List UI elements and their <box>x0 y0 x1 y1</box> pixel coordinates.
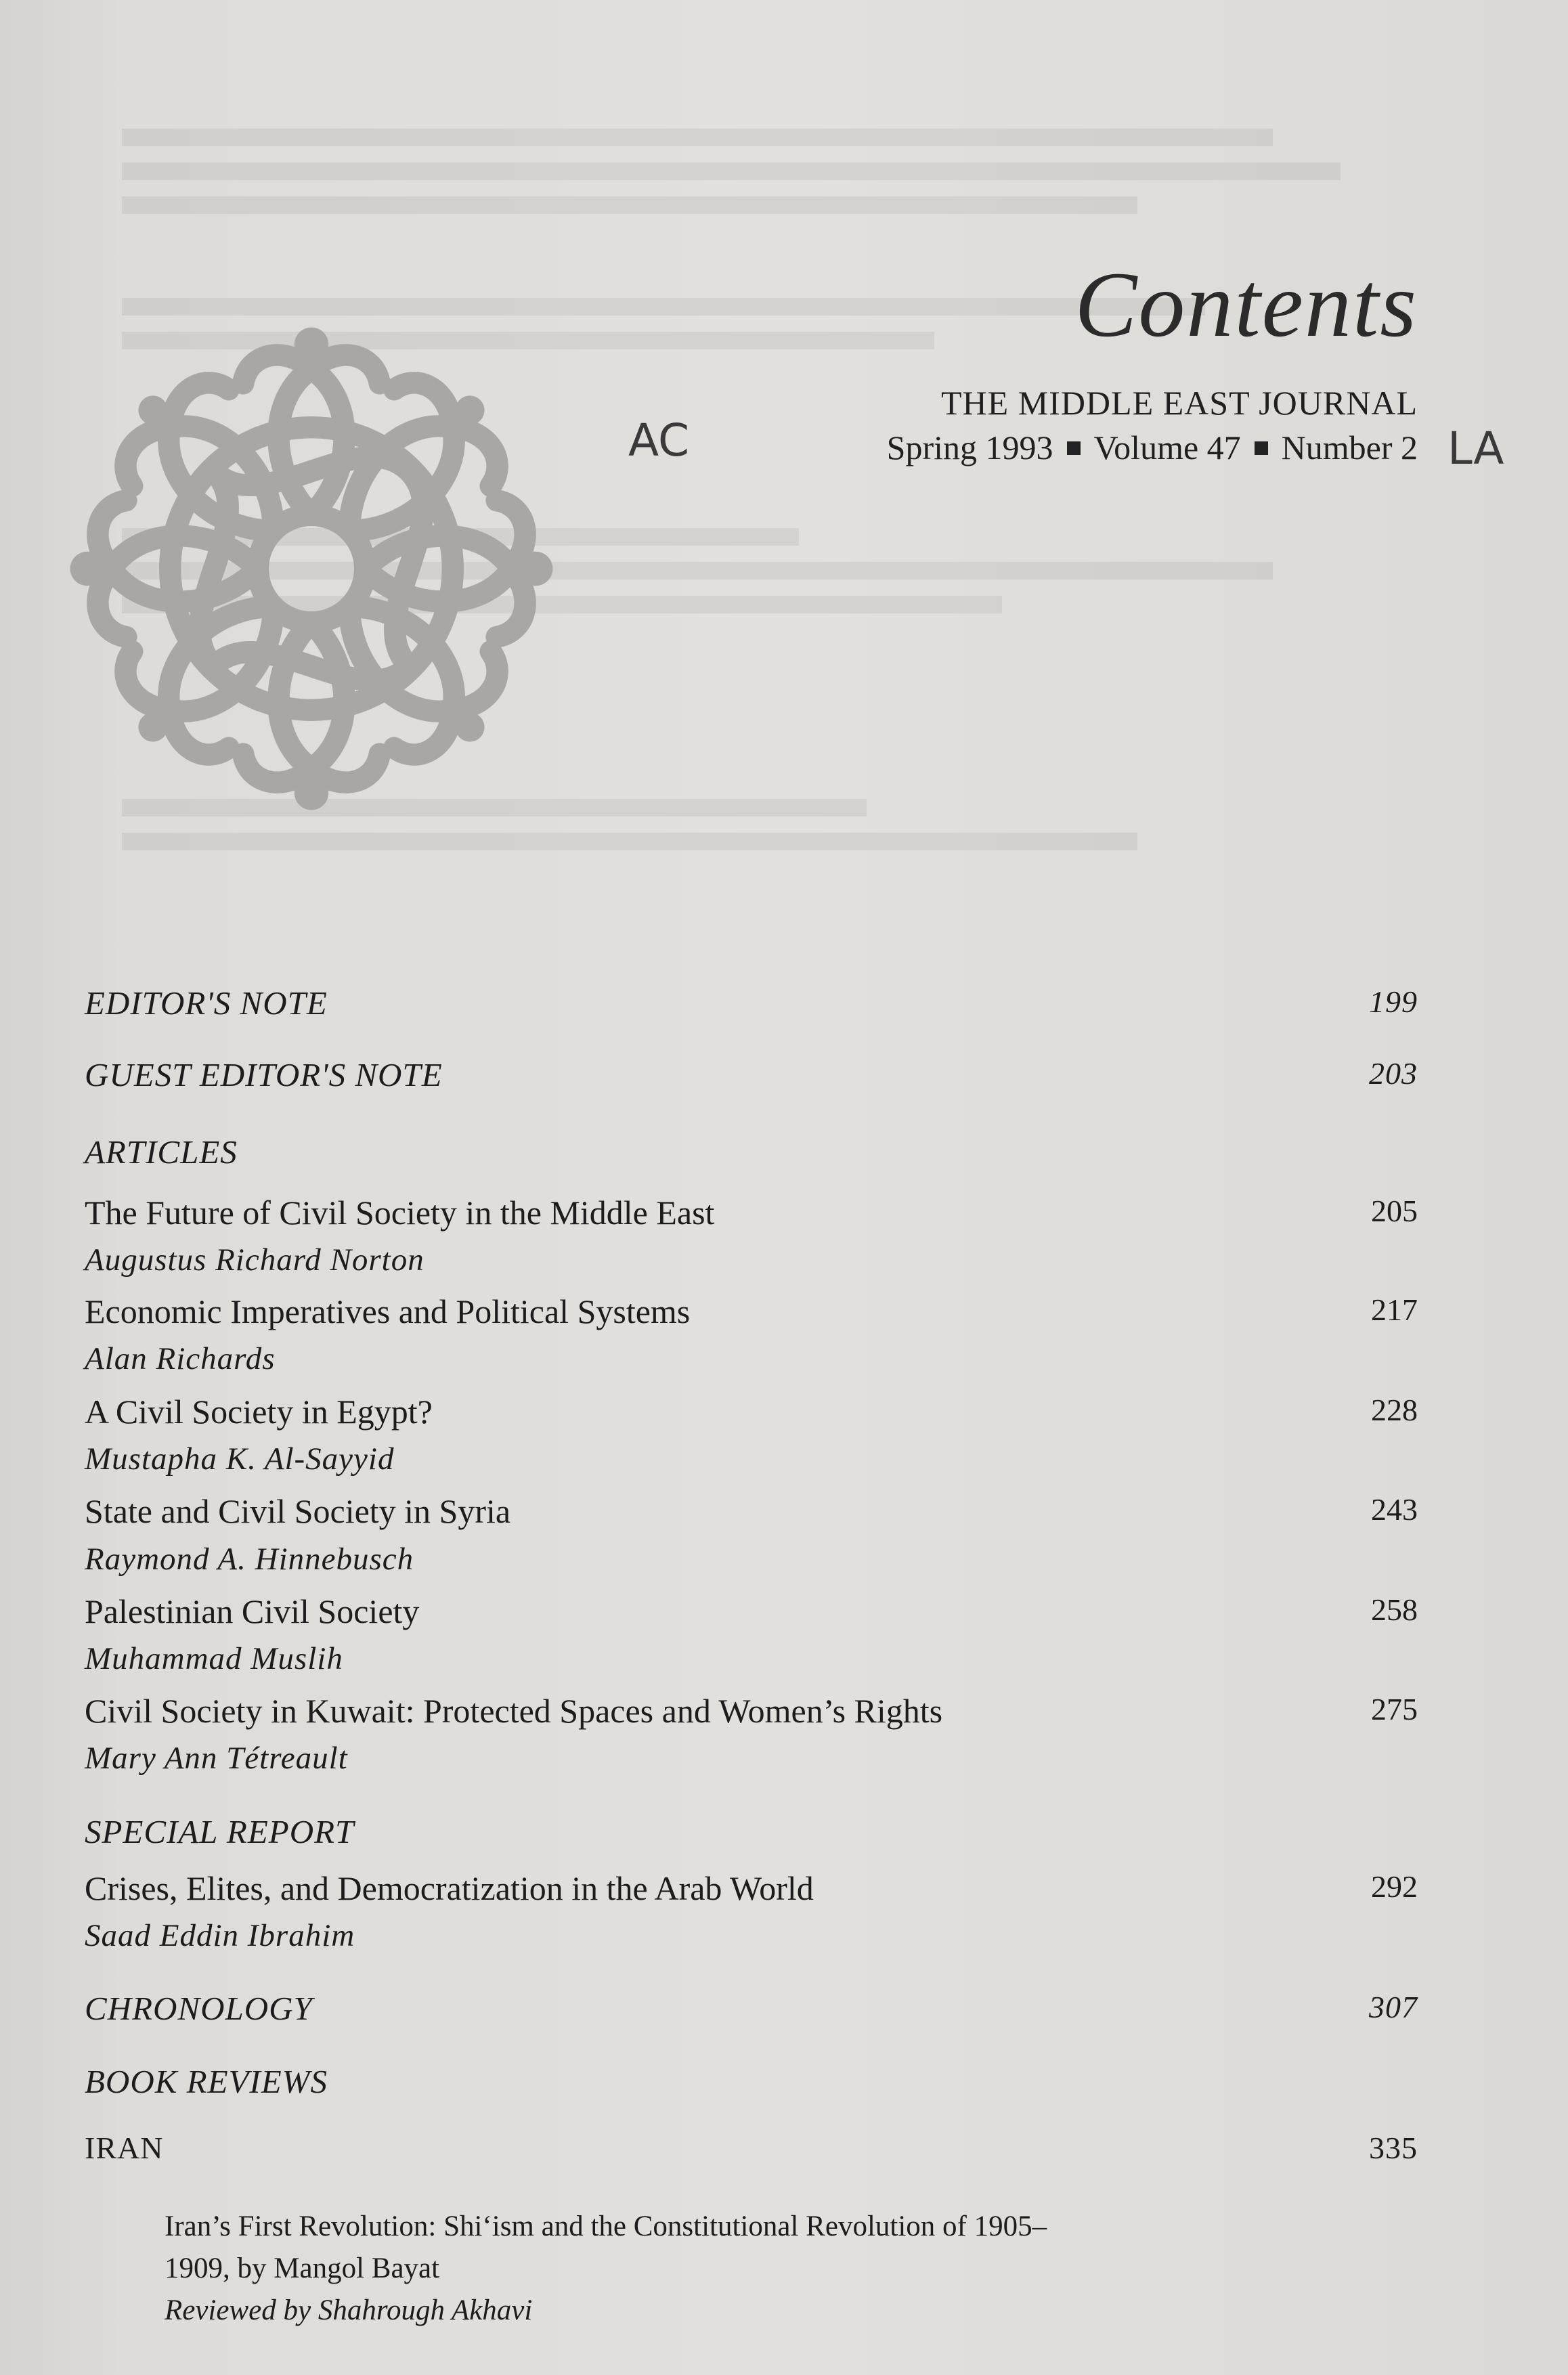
page-number: 203 <box>1369 1056 1418 1091</box>
article-author: Mary Ann Tétreault <box>85 1741 348 1776</box>
article-author: Alan Richards <box>85 1341 276 1376</box>
section-heading-articles: ARTICLES <box>85 1133 238 1171</box>
article-title: The Future of Civil Society in the Middle East <box>85 1194 715 1232</box>
page-number: 335 <box>1369 2131 1418 2165</box>
page-number: 205 <box>1371 1194 1418 1228</box>
issue-line <box>887 428 1418 467</box>
section-label: EDITOR'S NOTE <box>85 984 328 1022</box>
review-book-line-1: Iran’s First Revolution: Shi‘ism and the Constitutional Revolution of 1905– <box>165 2210 1047 2242</box>
arabesque-emblem-icon <box>68 325 555 812</box>
toc-article <box>85 1491 1418 1531</box>
review-book-line-2: 1909, by Mangol Bayat <box>165 2252 440 2284</box>
section-heading-special-report: SPECIAL REPORT <box>85 1813 355 1850</box>
article-title: Palestinian Civil Society <box>85 1592 420 1630</box>
article-author: Muhammad Muslih <box>85 1641 343 1676</box>
square-bullet-icon <box>1067 441 1081 455</box>
toc-article <box>85 1592 1418 1631</box>
article-title: State and Civil Society in Syria <box>85 1492 511 1530</box>
section-label: CHRONOLOGY <box>85 1990 313 2027</box>
page-number: 199 <box>1369 984 1418 1019</box>
article-author: Saad Eddin Ibrahim <box>85 1918 355 1953</box>
article-title: A Civil Society in Egypt? <box>85 1393 433 1431</box>
page-number: 217 <box>1371 1292 1418 1327</box>
section-heading-book-reviews: BOOK REVIEWS <box>85 2063 328 2100</box>
issue-season: Spring 1993 <box>886 429 1053 466</box>
toc-chronology <box>85 1989 1418 2028</box>
toc-review-region <box>85 2130 1418 2166</box>
page-number: 275 <box>1371 1692 1418 1726</box>
page-number: 243 <box>1371 1492 1418 1527</box>
handwritten-mark-right: LA <box>1447 422 1504 475</box>
issue-volume: Volume 47 <box>1093 429 1241 466</box>
article-author: Augustus Richard Norton <box>85 1242 424 1278</box>
toc-article <box>85 1392 1418 1431</box>
toc-article <box>85 1691 1418 1730</box>
page-number: 292 <box>1371 1869 1418 1904</box>
handwritten-mark-left: AC <box>628 414 690 466</box>
book-review-entry <box>165 2206 1315 2332</box>
page-number: 258 <box>1371 1592 1418 1627</box>
article-title: Crises, Elites, and Democratization in the Arab World <box>85 1869 814 1907</box>
issue-number: Number 2 <box>1281 429 1418 466</box>
page-number: 307 <box>1369 1990 1418 2024</box>
toc-editors-note <box>85 984 1418 1022</box>
page-title: Contents <box>1074 253 1418 356</box>
article-title: Civil Society in Kuwait: Protected Spaces and Women’s Rights <box>85 1692 943 1730</box>
section-label: GUEST EDITOR'S NOTE <box>85 1056 443 1093</box>
article-author: Raymond A. Hinnebusch <box>85 1542 414 1577</box>
journal-name: THE MIDDLE EAST JOURNAL <box>941 384 1418 422</box>
toc-article <box>85 1292 1418 1331</box>
toc-guest-editors-note <box>85 1055 1418 1094</box>
region-label: IRAN <box>85 2131 164 2165</box>
page-number: 228 <box>1371 1393 1418 1427</box>
toc-article <box>85 1193 1418 1232</box>
square-bullet-icon <box>1255 441 1268 455</box>
article-title: Economic Imperatives and Political Systems <box>85 1292 691 1330</box>
review-reviewer: Reviewed by Shahrough Akhavi <box>165 2294 533 2326</box>
article-author: Mustapha K. Al-Sayyid <box>85 1441 395 1477</box>
toc-special-report <box>85 1869 1418 1908</box>
